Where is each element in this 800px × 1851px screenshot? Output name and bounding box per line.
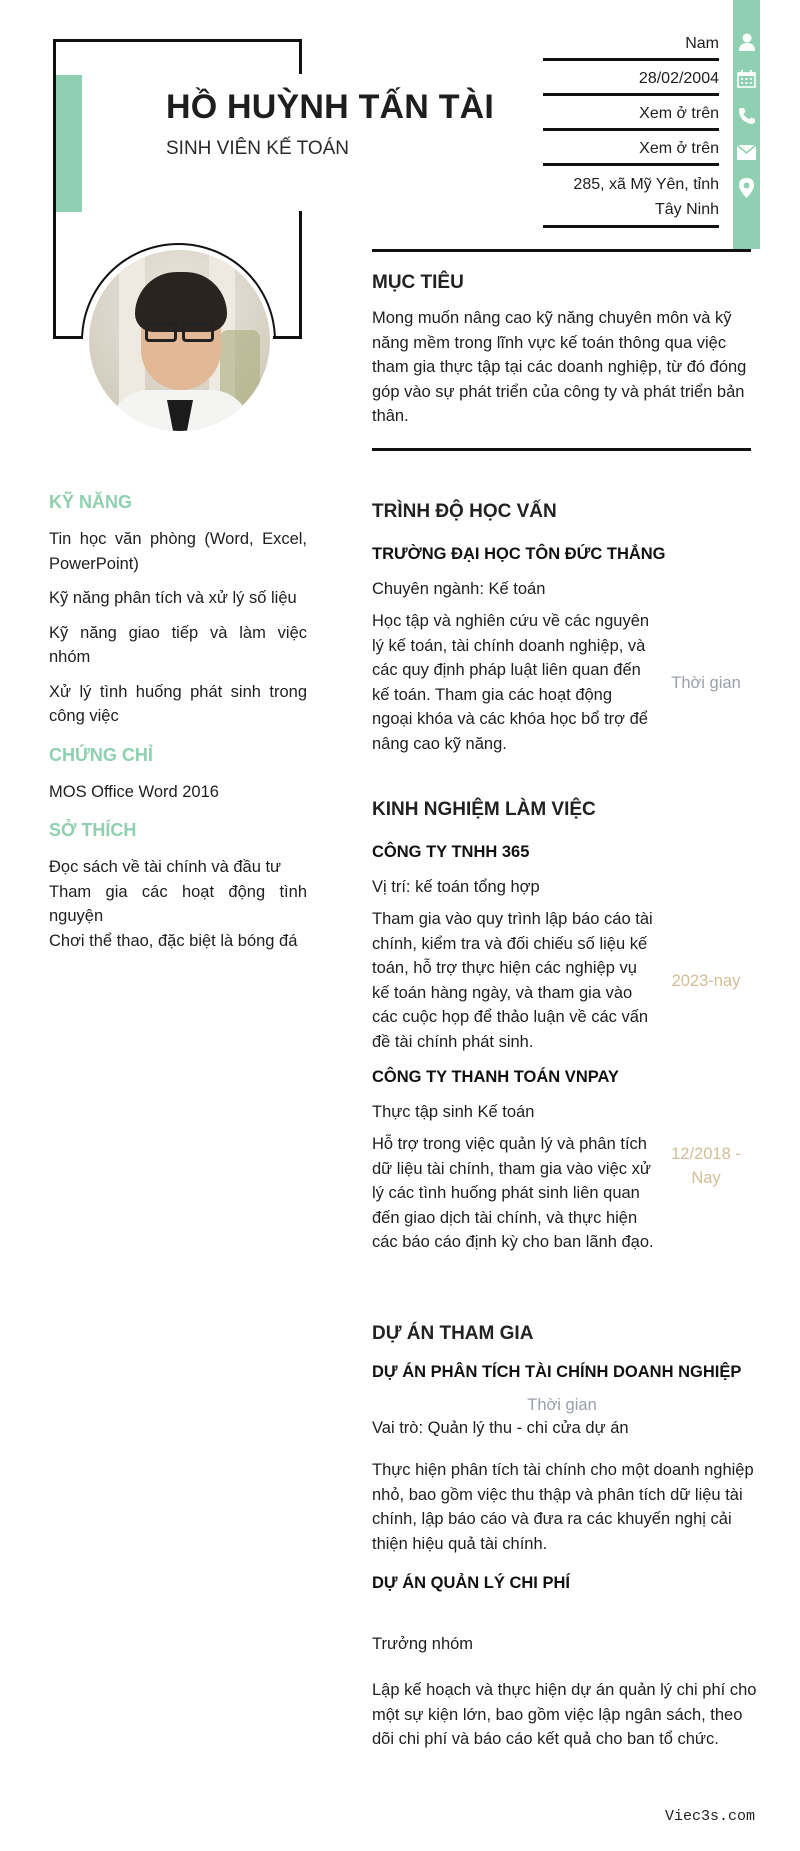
avatar <box>89 250 270 431</box>
project-role: Vai trò: Quản lý thu - chi cửa dự án <box>372 1419 629 1437</box>
education-time: Thời gian <box>671 673 741 692</box>
project-description: Thực hiện phân tích tài chính cho một doanh nghiệp nhỏ, bao gồm việc thu thập và phân tích dữ liệu tài chính, lập báo cáo và đưa ra các khuyến nghị cải thiện hiệu quả tài chính. <box>372 1461 754 1553</box>
school-major: Chuyên ngành: Kế toán <box>372 580 546 598</box>
job-time: 12/2018 - Nay <box>671 1145 741 1187</box>
job-time: 2023-nay <box>671 971 741 990</box>
section-title-objective: MỤC TIÊU <box>372 272 464 293</box>
hobby-item: Đọc sách về tài chính và đầu tư <box>49 858 282 876</box>
section-title-education: TRÌNH ĐỘ HỌC VẤN <box>372 501 557 522</box>
candidate-role: SINH VIÊN KẾ TOÁN <box>166 138 350 159</box>
job-description: Tham gia vào quy trình lập báo cáo tài chính, kiểm tra và đối chiếu số liệu kế toán, hỗ trợ thực hiện các nghiệp vụ kế toán hàng ngày, và tham gia vào các cuộc họp để thảo luận về các vấn đề tài chính phát sinh. <box>372 910 653 1051</box>
divider <box>372 448 751 451</box>
project-time: Thời gian <box>527 1396 597 1414</box>
job-description: Hỗ trợ trong việc quản lý và phân tích dữ liệu tài chính, tham gia vào việc xử lý các tình huống phát sinh liên quan đến giao dịch tài chính, và thực hiện các báo cáo định kỳ cho ban lãnh đạo. <box>372 1135 654 1251</box>
accent-bar <box>56 75 82 212</box>
project-name: DỰ ÁN PHÂN TÍCH TÀI CHÍNH DOANH NGHIỆP <box>372 1363 742 1381</box>
section-title-projects: DỰ ÁN THAM GIA <box>372 1323 534 1344</box>
objective-text: Mong muốn nâng cao kỹ năng chuyên môn và kỹ năng mềm trong lĩnh vực kế toán thông qua việc tham gia thực tập tại các doanh nghiệp, từ đó đóng góp vào sự phát triển của công ty và phát triển bản thân. <box>372 309 747 425</box>
header-frame-right-bottom <box>299 211 302 339</box>
skill-item: Xử lý tình huống phát sinh trong công việc <box>49 682 307 725</box>
section-title-certificates: CHỨNG CHỈ <box>49 744 153 765</box>
company-name: CÔNG TY THANH TOÁN VNPAY <box>372 1068 619 1086</box>
header-frame-bottom-left <box>53 336 83 339</box>
phone-icon <box>737 106 756 125</box>
experience-section <box>372 799 757 1255</box>
project-role: Trưởng nhóm <box>372 1635 474 1653</box>
section-title-skills: KỸ NĂNG <box>49 492 133 512</box>
mail-icon <box>737 143 756 162</box>
skill-item: Kỹ năng giao tiếp và làm việc nhóm <box>49 623 307 666</box>
skill-item: Tin học văn phòng (Word, Excel, PowerPoint) <box>49 530 307 573</box>
job-position: Thực tập sinh Kế toán <box>372 1103 535 1121</box>
job-position: Vị trí: kế toán tổng hợp <box>372 878 540 896</box>
contact-list <box>543 26 719 228</box>
objective-section <box>372 272 757 429</box>
contact-address: 285, xã Mỹ Yên, tỉnh Tây Ninh <box>543 166 719 228</box>
header-frame-right-top <box>299 39 302 74</box>
person-icon <box>737 32 756 51</box>
education-section <box>372 501 757 756</box>
certificate-item: MOS Office Word 2016 <box>49 782 219 801</box>
section-title-experience: KINH NGHIỆM LÀM VIỆC <box>372 799 596 820</box>
contact-phone: Xem ở trên <box>543 96 719 131</box>
calendar-icon <box>737 69 756 88</box>
section-title-hobbies: SỞ THÍCH <box>49 820 137 840</box>
contact-email: Xem ở trên <box>543 131 719 166</box>
hobby-item: Tham gia các hoạt động tình nguyện <box>49 882 307 925</box>
watermark: Viec3s.com <box>665 1808 756 1825</box>
project-description: Lập kế hoạch và thực hiện dự án quản lý chi phí cho một sự kiện lớn, bao gồm việc lập ngân sách, theo dõi chi phí và báo cáo kết quả cho ban tổ chức. <box>372 1681 757 1748</box>
skill-item: Kỹ năng phân tích và xử lý số liệu <box>49 589 297 607</box>
header-frame-bottom-right <box>273 336 302 339</box>
contact-birthdate: 28/02/2004 <box>543 61 719 96</box>
divider <box>372 249 751 252</box>
projects-section <box>372 1323 757 1752</box>
header-frame-top <box>53 39 302 42</box>
company-name: CÔNG TY TNHH 365 <box>372 843 530 861</box>
hobby-item: Chơi thể thao, đặc biệt là bóng đá <box>49 931 298 950</box>
location-pin-icon <box>737 178 756 197</box>
contact-gender: Nam <box>543 26 719 61</box>
school-name: TRƯỜNG ĐẠI HỌC TÔN ĐỨC THẮNG <box>372 545 666 563</box>
project-name: DỰ ÁN QUẢN LÝ CHI PHÍ <box>372 1574 570 1592</box>
education-description: Học tập và nghiên cứu về các nguyên lý kế toán, tài chính doanh nghiệp, và các quy định pháp luật liên quan đến kế toán. Tham gia các hoạt động ngoại khóa và các khóa học bổ trợ để nâng cao kỹ năng. <box>372 612 650 753</box>
left-column <box>49 492 307 953</box>
candidate-name: HỒ HUỲNH TẤN TÀI <box>166 88 495 126</box>
contact-icon-strip <box>733 0 760 249</box>
